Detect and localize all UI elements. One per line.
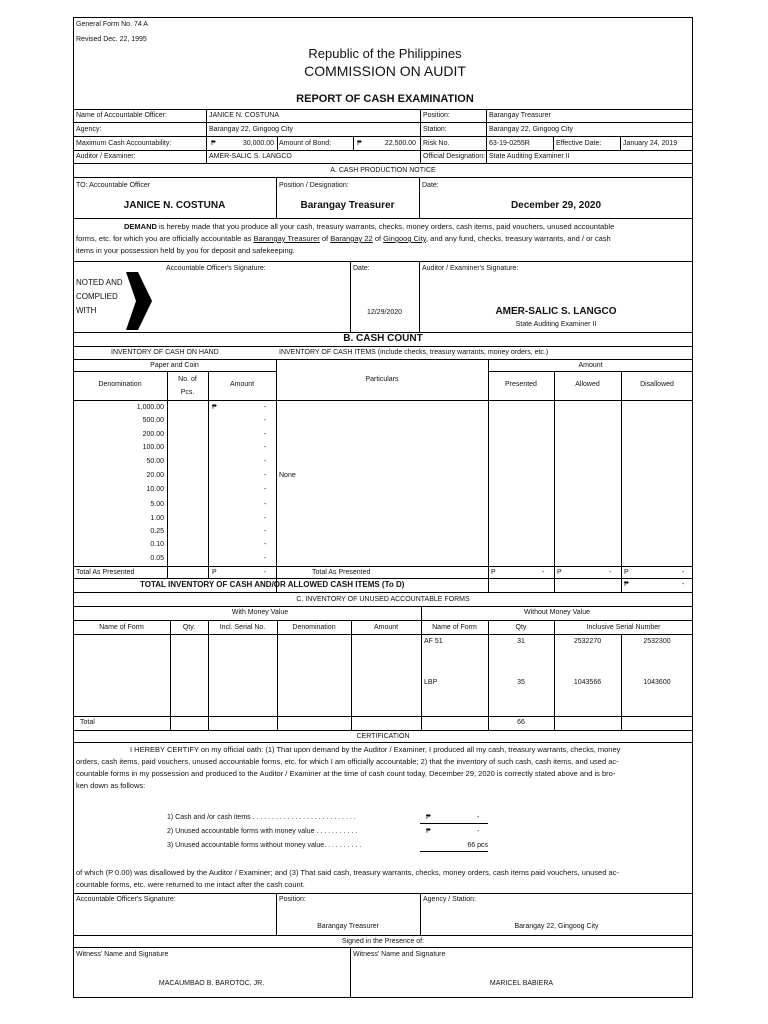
no-pcs-header-2: Pcs. [180, 389, 195, 396]
amount-header: Amount [578, 362, 603, 369]
date-label-2: Date: [353, 265, 370, 272]
cert-item-2: 2) Unused accountable forms with money value . . . . . . . . . . . [167, 828, 358, 835]
cert-item-1-value: - [477, 814, 480, 821]
denomination-row: 500.00 [142, 417, 164, 424]
serial-from: 1043566 [573, 679, 602, 686]
designation-label: Official Designation: [423, 153, 486, 160]
agency-value: Barangay 22, Gingoog City [209, 126, 294, 133]
arrow-right-icon [124, 270, 154, 332]
amount-dash: - [264, 555, 267, 562]
position-label: Position: [423, 112, 450, 119]
amount-dash: - [264, 515, 267, 522]
risk-value: 63-19-0255R [489, 140, 530, 147]
form-qty: 35 [517, 679, 525, 686]
paper-coin-label: Paper and Coin [150, 362, 199, 369]
cert-item-2-value: - [477, 828, 480, 835]
cert-item-3: 3) Unused accountable forms without money value. . . . . . . . . . [167, 842, 362, 849]
section-a-title: A. CASH PRODUCTION NOTICE [330, 167, 436, 174]
peso-sign: ₱ [357, 140, 362, 147]
noted-line-1: NOTED AND [76, 278, 123, 287]
denomination-header-c: Denomination [292, 624, 336, 631]
to-name: JANICE N. COSTUNA [123, 200, 226, 211]
amount-dash: - [264, 458, 267, 465]
total-qty: 66 [517, 719, 525, 726]
disallowed-dash: - [682, 569, 685, 576]
demand-paragraph: DEMAND is hereby made that you produce all your cash, treasury warrants, checks, money orders, cash items, paid vouchers, unused accountable forms, etc. for which you are officially accountable as Barangay Treasurer of Barangay 22 of Gingoog City, and any fund, checks, treasury warrants, and / or cash items in your possession held by you for deposit and safekeeping. [76, 222, 615, 255]
sig-agency-label: Agency / Station: [423, 896, 476, 903]
total-presented-label: Total As Presented [76, 569, 135, 576]
particular-none: None [279, 472, 296, 479]
to-date: December 29, 2020 [510, 200, 602, 211]
certification-paragraph-2: of which (P 0.00) was disallowed by the Auditor / Examiner; and (3) That said cash, treasury warrants, checks, money orders, cash items paid vouchers, unused ac- countable forms, etc. were returned to me intact after the cash count. [76, 868, 619, 889]
serial-header: Incl. Serial No. [219, 624, 266, 631]
allowed-dash: - [609, 569, 612, 576]
commission-heading: COMMISSION ON AUDIT [304, 63, 466, 79]
noted-date: 12/29/2020 [366, 309, 403, 316]
acc-sig-label: Accountable Officer's Signature: [166, 265, 266, 272]
amount-dash: - [264, 417, 267, 424]
amount-dash: - [264, 541, 267, 548]
name-of-form-header: Name of Form [99, 624, 144, 631]
officer-name-label: Name of Accountable Officer: [76, 112, 167, 119]
total-presented-label-2: Total As Presented [312, 569, 371, 576]
cert-item-3-value: 66 pcs [467, 842, 488, 849]
witness-1-label: Witness' Name and Signature [76, 951, 169, 958]
noted-line-3: WITH [76, 306, 97, 315]
denomination-header: Denomination [98, 381, 142, 388]
designation-value: State Auditing Examiner II [489, 153, 570, 160]
section-b-title: B. CASH COUNT [343, 333, 423, 344]
denomination-row: 1,000.00 [136, 404, 164, 411]
agency-label: Agency: [76, 126, 102, 133]
sig-position-value: Barangay Treasurer [317, 923, 379, 930]
auditor-signature-name: AMER-SALIC S. LANGCO [495, 306, 617, 317]
presented-p: P [491, 569, 496, 576]
signed-presence-label: Signed in the Presence of: [341, 938, 425, 945]
bond-value: 22,500.00 [384, 140, 416, 147]
disallowed-p: P [624, 569, 629, 576]
total-inventory-dash: - [682, 581, 685, 588]
denomination-row: 5.00 [150, 501, 164, 508]
denomination-row: 20.00 [146, 472, 164, 479]
amount-col-header: Amount [229, 381, 255, 388]
report-title: REPORT OF CASH EXAMINATION [296, 93, 474, 105]
denomination-row: 100.00 [142, 444, 164, 451]
certification-paragraph: I HEREBY CERTIFY on my official oath: (1) That upon demand by the Auditor / Examiner, I produced all my cash, treasury warrants, checks, money orders, cash items, paid vouchers, unused accountable forms, etc. for which I am officially accountable; 2) that the inventory of such cash, cash items, and used ac- countable forms in my possession and produced to the Auditor / Examiner at the time of cash count today, December 29, 2020 is correctly stated above and is bro- ken down as follows: [76, 745, 621, 790]
auditor-sig-label: Auditor / Examiner's Signature: [422, 265, 519, 272]
revised-date: Revised Dec. 22, 1995 [76, 36, 147, 43]
witness-2-label: Witness' Name and Signature [353, 951, 446, 958]
total-label: Total [80, 719, 95, 726]
inclusive-serial-header: Inclusive Serial Number [586, 624, 661, 631]
max-cash-label: Maximum Cash Accountability: [76, 140, 172, 147]
peso-sign: ₱ [211, 140, 216, 147]
cert-item-1: 1) Cash and /or cash items . . . . . . . . . . . . . . . . . . . . . . . . . . . [167, 814, 356, 821]
station-value: Barangay 22, Gingoog City [489, 126, 574, 133]
section-c-title: C. INVENTORY OF UNUSED ACCOUNTABLE FORMS [296, 596, 470, 603]
witness-1-name: MACAUMBAO B. BAROTOC, JR. [158, 980, 265, 987]
form-name: LBP [424, 679, 438, 686]
qty-header-2: Qty [515, 624, 527, 631]
amount-dash: - [264, 404, 267, 411]
presented-header: Presented [505, 381, 537, 388]
effective-value: January 24, 2019 [623, 140, 678, 147]
peso-sign: ₱ [212, 404, 217, 411]
officer-name: JANICE N. COSTUNA [209, 112, 280, 119]
certification-title: CERTIFICATION [356, 733, 410, 740]
total-p: P [212, 569, 217, 576]
acc-officer-signature-label: Accountable Officer's Signature: [76, 896, 176, 903]
denomination-row: 0.05 [150, 555, 164, 562]
serial-to: 1043600 [643, 679, 671, 686]
allowed-header: Allowed [575, 381, 600, 388]
peso-sign: ₱ [624, 581, 629, 588]
disallowed-header: Disallowed [640, 381, 674, 388]
form-number: General Form No. 74 A [76, 21, 148, 28]
amount-dash: - [264, 528, 267, 535]
no-pcs-header-1: No. of [178, 376, 197, 383]
auditor-label: Auditor / Examiner: [76, 153, 136, 160]
peso-sign: ₱ [426, 828, 431, 835]
denomination-row: 50.00 [146, 458, 164, 465]
risk-label: Risk No. [423, 140, 450, 147]
witness-2-name: MARICEL BABIERA [489, 980, 554, 987]
denomination-row: 200.00 [142, 431, 164, 438]
date-label: Date: [422, 182, 439, 189]
total-inventory-label: TOTAL INVENTORY OF CASH AND/OR ALLOWED CASH ITEMS (To D) [140, 580, 405, 589]
form-qty: 31 [517, 638, 525, 645]
denomination-row: 10.00 [146, 486, 164, 493]
qty-header: Qty. [182, 624, 196, 631]
auditor-value: AMER-SALIC S. LANGCO [209, 153, 292, 160]
without-money-value: Without Money Value [523, 609, 590, 616]
station-label: Station: [423, 126, 447, 133]
amount-dash: - [264, 501, 267, 508]
inventory-items-label: INVENTORY OF CASH ITEMS (include checks, treasury warrants, money orders, etc.) [279, 349, 549, 356]
max-cash-value: 30,000.00 [242, 140, 274, 147]
auditor-signature-title: State Auditing Examiner II [515, 321, 597, 328]
serial-from: 2532270 [573, 638, 602, 645]
serial-to: 2532300 [643, 638, 671, 645]
republic-heading: Republic of the Philippines [308, 46, 462, 61]
with-money-value: With Money Value [231, 609, 289, 616]
allowed-p: P [557, 569, 562, 576]
denomination-row: 1.00 [150, 515, 164, 522]
denomination-row: 0.10 [150, 541, 164, 548]
peso-sign: ₱ [426, 814, 431, 821]
presented-dash: - [542, 569, 545, 576]
sig-position-label: Position: [279, 896, 306, 903]
form-name: AF 51 [424, 638, 443, 645]
amount-dash: - [264, 486, 267, 493]
bond-label: Amount of Bond: [279, 140, 332, 147]
amount-dash: - [264, 444, 267, 451]
position-designation-label: Position / Designation: [279, 182, 349, 189]
total-dash: - [264, 569, 267, 576]
to-position: Barangay Treasurer [300, 200, 395, 211]
amount-dash: - [264, 431, 267, 438]
effective-label: Effective Date: [556, 140, 602, 147]
particulars-header: Particulars [365, 376, 399, 383]
denomination-row: 0.25 [150, 528, 164, 535]
amount-dash: - [264, 472, 267, 479]
amount-header-c: Amount [373, 624, 399, 631]
noted-line-2: COMPLIED [76, 292, 118, 301]
to-label: TO: Accountable Officer [76, 182, 151, 189]
inventory-hand-label: INVENTORY OF CASH ON HAND [111, 349, 219, 356]
name-of-form-header-2: Name of Form [432, 624, 477, 631]
sig-agency-value: Barangay 22, Gingoog City [514, 923, 599, 930]
position-value: Barangay Treasurer [489, 112, 551, 119]
